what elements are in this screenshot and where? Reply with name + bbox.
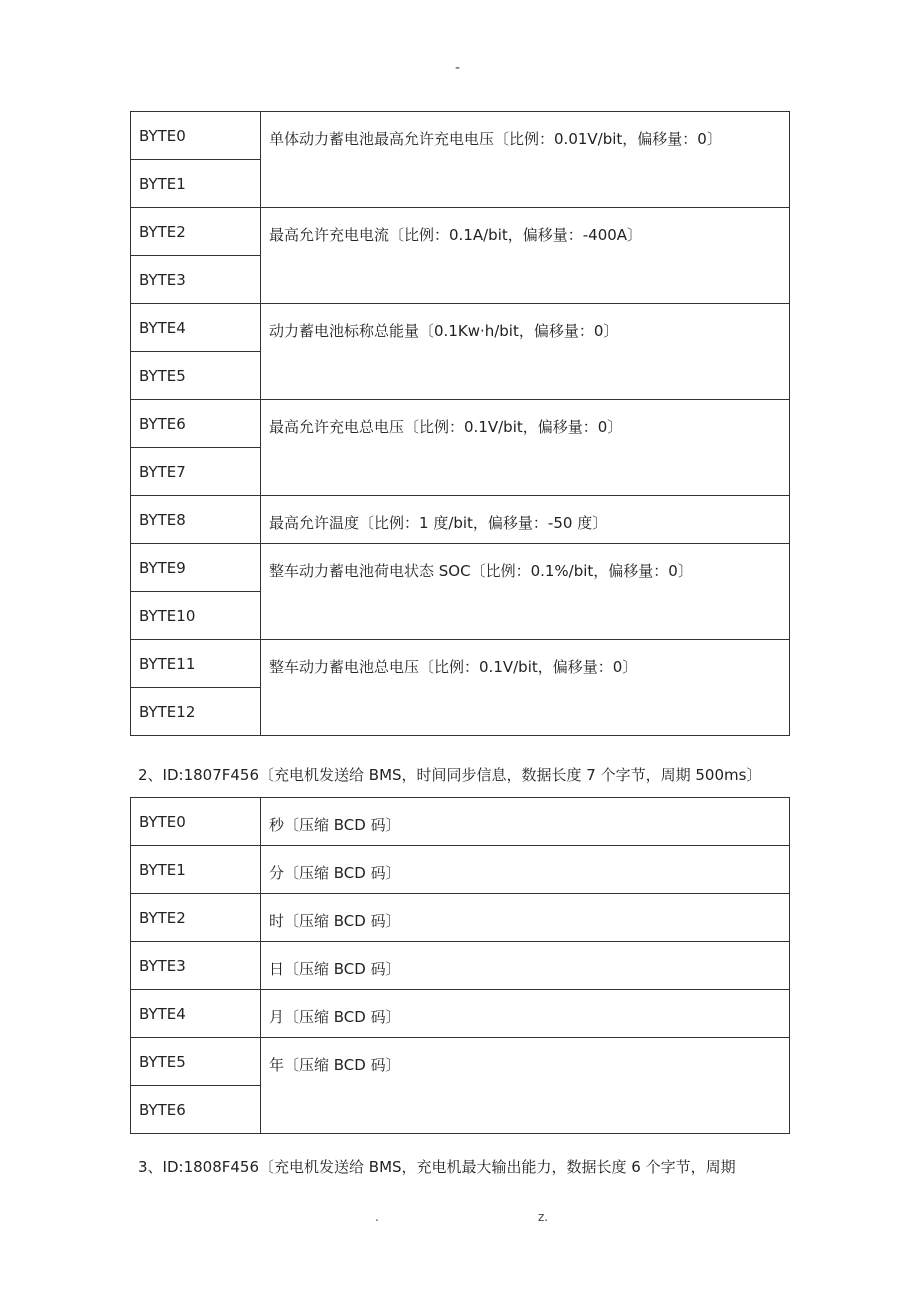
byte-table-2: [130, 797, 790, 1134]
field-description: 日〔压缩 BCD 码〕: [261, 942, 790, 990]
field-description: 最高允许充电电流〔比例：0.1A/bit，偏移量：-400A〕: [261, 208, 790, 304]
byte-label: BYTE9: [131, 544, 261, 592]
field-description: 年〔压缩 BCD 码〕: [261, 1038, 790, 1134]
byte-label: BYTE11: [131, 640, 261, 688]
table-row: [131, 942, 790, 990]
byte-label: BYTE0: [131, 112, 261, 160]
byte-label: BYTE12: [131, 688, 261, 736]
byte-label: BYTE5: [131, 352, 261, 400]
field-description: 最高允许充电总电压〔比例：0.1V/bit，偏移量：0〕: [261, 400, 790, 496]
field-description: 整车动力蓄电池荷电状态 SOC〔比例：0.1%/bit，偏移量：0〕: [261, 544, 790, 640]
field-description: 整车动力蓄电池总电压〔比例：0.1V/bit，偏移量：0〕: [261, 640, 790, 736]
byte-table-1: [130, 111, 790, 736]
byte-label: BYTE6: [131, 1086, 261, 1134]
byte-label: BYTE4: [131, 990, 261, 1038]
table-row: [131, 496, 790, 544]
field-description: 时〔压缩 BCD 码〕: [261, 894, 790, 942]
table-row: [131, 112, 790, 160]
byte-label: BYTE3: [131, 256, 261, 304]
field-description: 分〔压缩 BCD 码〕: [261, 846, 790, 894]
byte-label: BYTE6: [131, 400, 261, 448]
table-row: [131, 208, 790, 256]
byte-label: BYTE5: [131, 1038, 261, 1086]
field-description: 最高允许温度〔比例：1 度/bit，偏移量：-50 度〕: [261, 496, 790, 544]
footer-mark-right: z.: [538, 1210, 549, 1224]
byte-label: BYTE3: [131, 942, 261, 990]
page-header-mark: -: [455, 60, 461, 76]
table-row: [131, 400, 790, 448]
byte-label: BYTE2: [131, 208, 261, 256]
byte-label: BYTE2: [131, 894, 261, 942]
field-description: 秒〔压缩 BCD 码〕: [261, 798, 790, 846]
field-description: 动力蓄电池标称总能量〔0.1Kw·h/bit，偏移量：0〕: [261, 304, 790, 400]
table-row: [131, 990, 790, 1038]
table-row: [131, 894, 790, 942]
byte-label: BYTE1: [131, 846, 261, 894]
footer-mark-left: .: [375, 1210, 379, 1224]
section-heading-2: 2、ID:1807F456〔充电机发送给 BMS，时间同步信息，数据长度 7 个字节，周期 500ms〕: [138, 766, 762, 784]
section-heading-3: 3、ID:1808F456〔充电机发送给 BMS，充电机最大输出能力，数据长度 6 个字节，周期: [138, 1158, 736, 1176]
table-row: [131, 798, 790, 846]
table-row: [131, 1038, 790, 1086]
byte-label: BYTE4: [131, 304, 261, 352]
table-row: [131, 304, 790, 352]
table-row: [131, 640, 790, 688]
table-row: [131, 846, 790, 894]
field-description: 月〔压缩 BCD 码〕: [261, 990, 790, 1038]
byte-label: BYTE7: [131, 448, 261, 496]
byte-label: BYTE0: [131, 798, 261, 846]
field-description: 单体动力蓄电池最高允许充电电压〔比例：0.01V/bit，偏移量：0〕: [261, 112, 790, 208]
byte-label: BYTE8: [131, 496, 261, 544]
byte-label: BYTE1: [131, 160, 261, 208]
table-row: [131, 544, 790, 592]
byte-label: BYTE10: [131, 592, 261, 640]
